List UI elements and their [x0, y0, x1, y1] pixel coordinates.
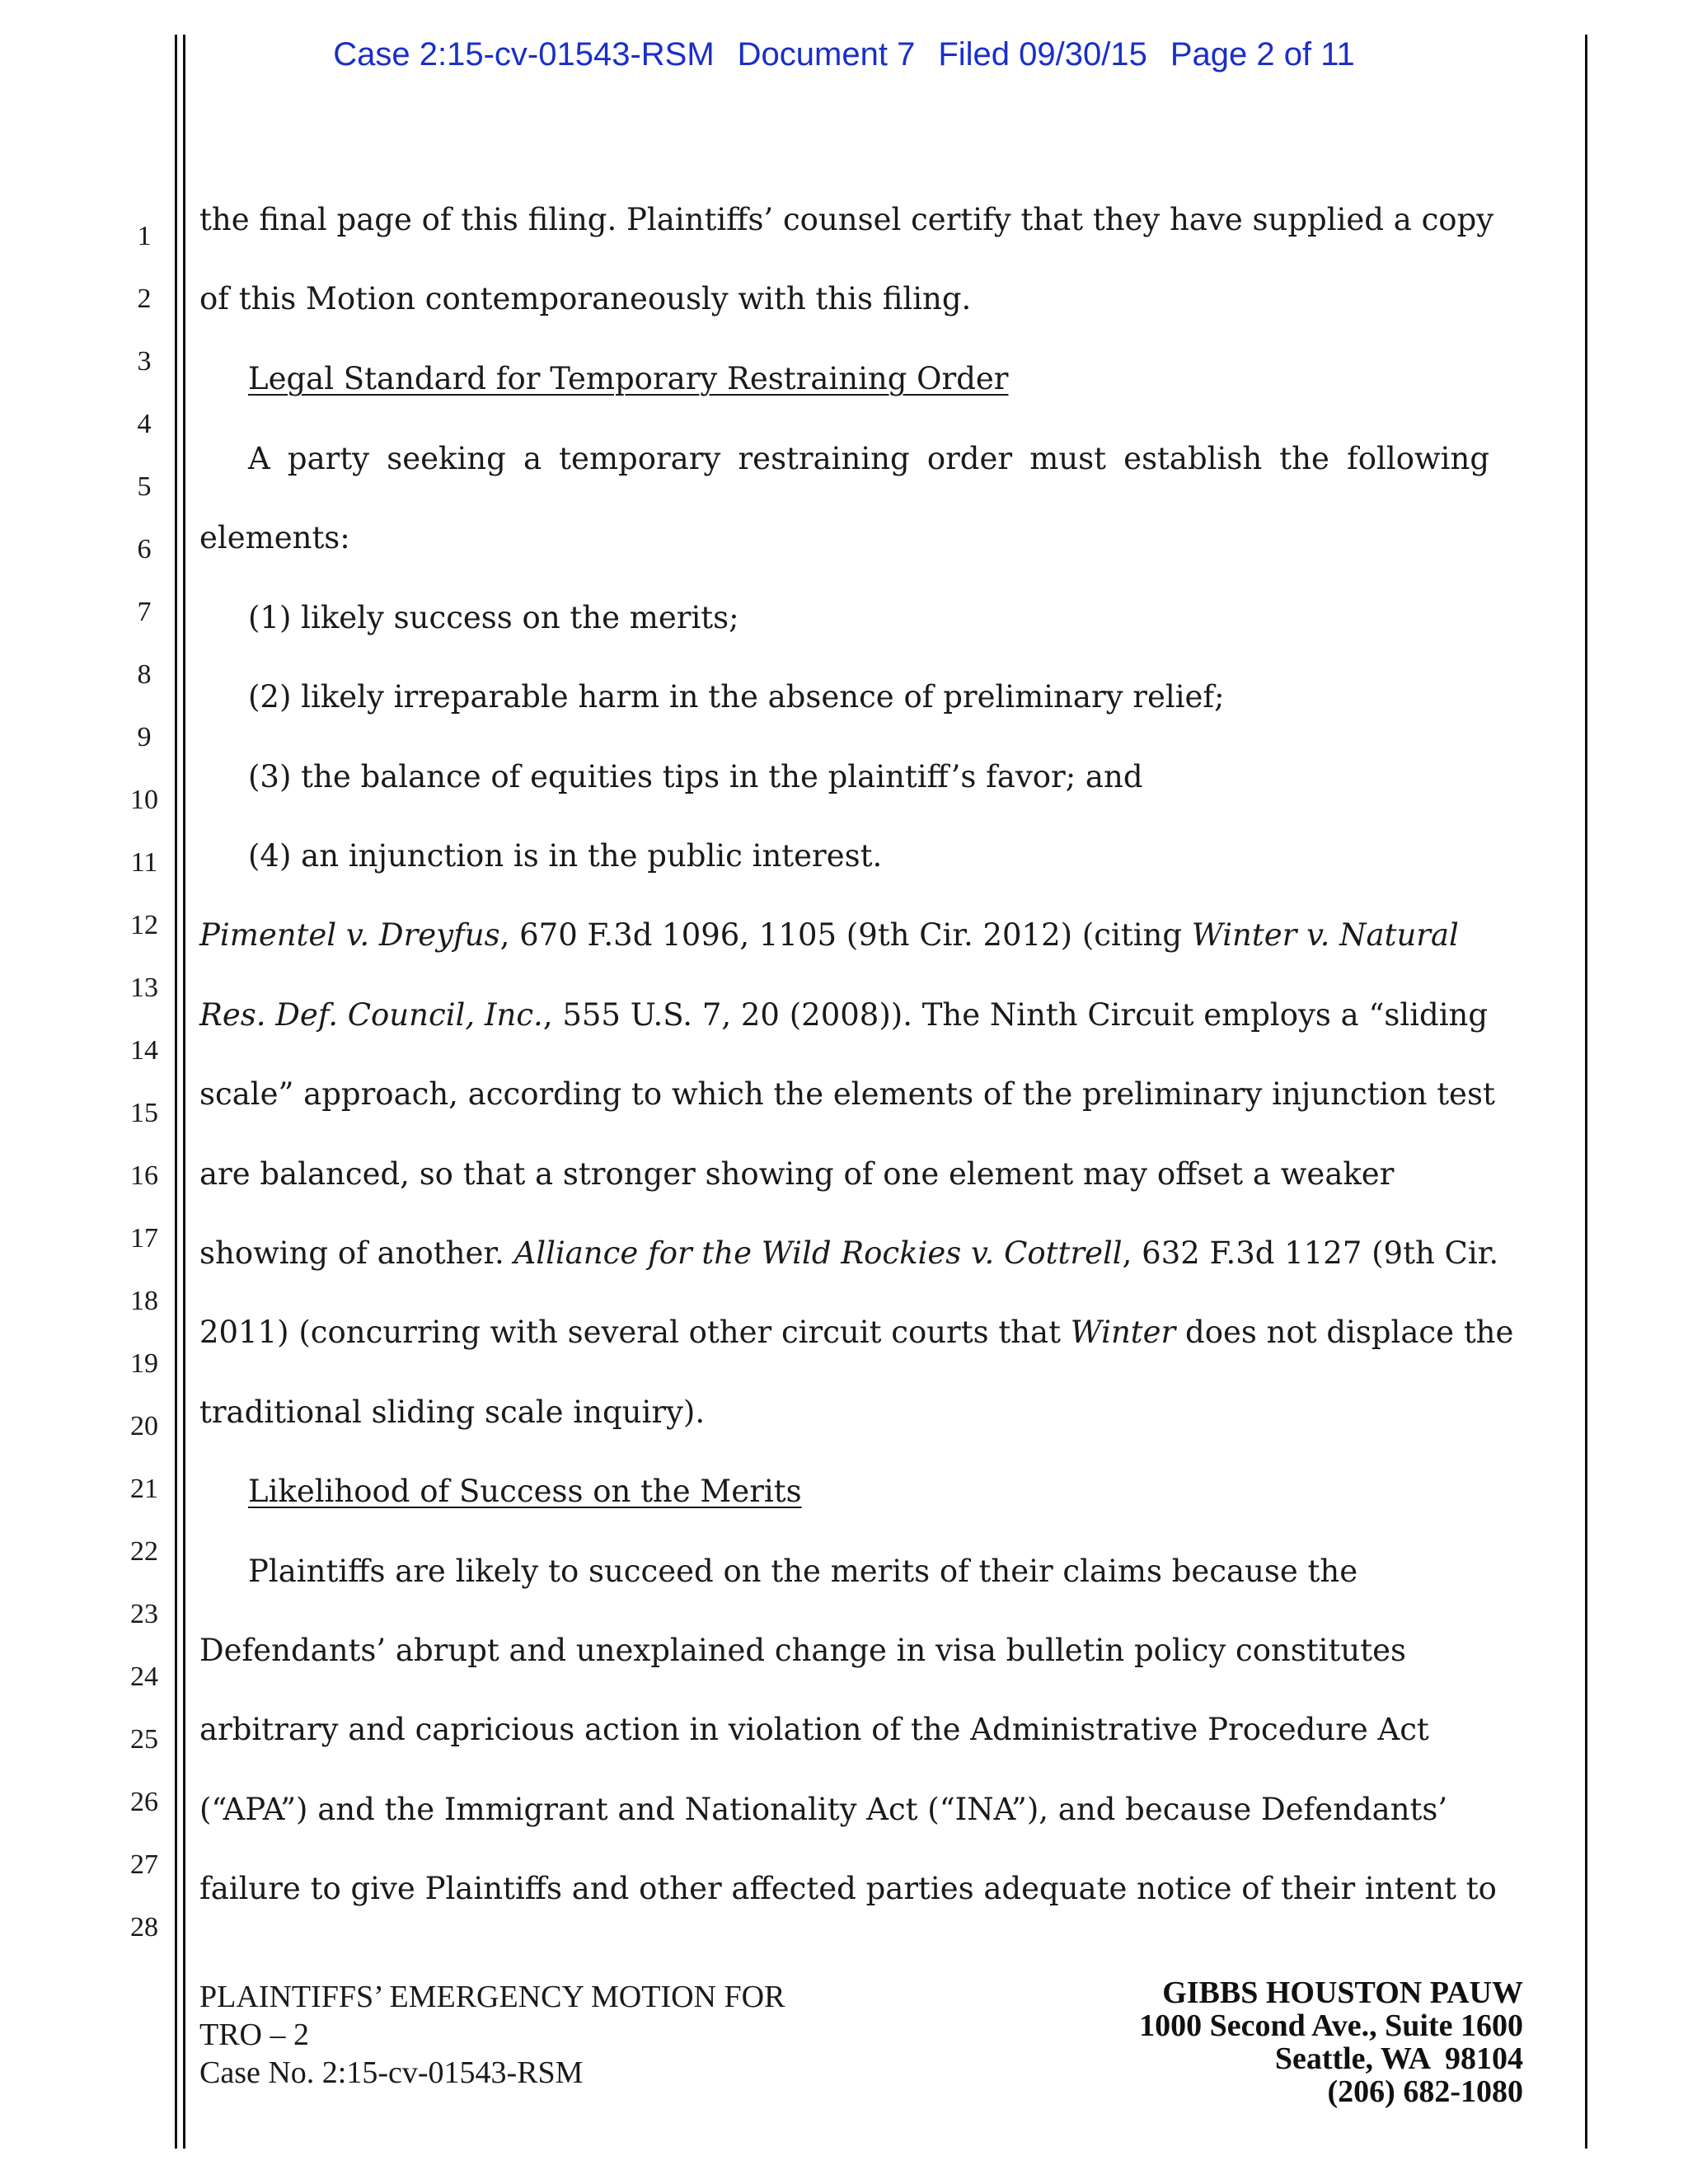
citation-line	[199, 1312, 1513, 1353]
citation-line	[199, 995, 1488, 1036]
line-number: 5	[137, 471, 152, 502]
line-number: 7	[137, 597, 152, 627]
body-line: A party seeking a temporary restraining order must establish the following	[248, 441, 1489, 476]
line-number: 27	[130, 1849, 158, 1880]
citation-text: 2011) (concurring with several other circuit courts that	[199, 1315, 1071, 1350]
element-item: (1) likely success on the merits;	[248, 600, 739, 635]
body-line: elements:	[199, 520, 350, 555]
line-number: 12	[130, 910, 158, 940]
footer-firm-block	[1139, 1976, 1523, 2108]
left-margin-rule-inner	[183, 35, 185, 2149]
footer-title-line: TRO – 2	[199, 2018, 309, 2052]
body-line: are balanced, so that a stronger showing of one element may offset a weaker	[199, 1156, 1395, 1192]
body-line: the final page of this filing. Plaintiffs’ counsel certify that they have supplied a copy	[199, 202, 1494, 237]
body-line: failure to give Plaintiffs and other affected parties adequate notice of their intent to	[199, 1871, 1497, 1906]
footer-case-number: Case No. 2:15-cv-01543-RSM	[199, 2055, 584, 2090]
section-heading-likelihood-success: Likelihood of Success on the Merits	[248, 1474, 802, 1509]
line-number: 25	[130, 1724, 158, 1755]
filed-date: Filed 09/30/15	[938, 36, 1147, 73]
citation-line	[199, 1233, 1498, 1274]
line-number: 4	[137, 409, 152, 439]
case-citation: Res. Def. Council, Inc.	[199, 997, 543, 1033]
citation-text: showing of another.	[199, 1235, 514, 1271]
body-line: Defendants’ abrupt and unexplained change in visa bulletin policy constitutes	[199, 1633, 1406, 1668]
document-number: Document 7	[737, 36, 916, 73]
line-number: 6	[137, 534, 152, 565]
line-number: 28	[130, 1912, 158, 1943]
footer-document-title	[199, 1978, 785, 2092]
case-citation: Pimentel v. Dreyfus	[199, 917, 500, 953]
line-number: 14	[130, 1035, 158, 1066]
case-citation: Alliance for the Wild Rockies v. Cottrell	[513, 1235, 1123, 1271]
citation-text: , 670 F.3d 1096, 1105 (9th Cir. 2012) (citing	[499, 917, 1192, 953]
line-number: 24	[130, 1661, 158, 1692]
line-number: 13	[130, 972, 158, 1003]
line-number: 1	[137, 221, 152, 251]
line-number: 19	[130, 1348, 158, 1379]
line-number: 8	[137, 659, 152, 690]
element-item: (2) likely irreparable harm in the absence of preliminary relief;	[248, 679, 1225, 715]
case-citation: Winter	[1070, 1315, 1176, 1350]
case-citation: Winter v. Natural	[1191, 917, 1459, 953]
element-item: (3) the balance of equities tips in the plaintiff’s favor; and	[248, 759, 1143, 794]
line-number: 11	[130, 847, 158, 878]
footer-title-line: PLAINTIFFS’ EMERGENCY MOTION FOR	[199, 1980, 785, 2014]
firm-address: 1000 Second Ave., Suite 1600	[1139, 2008, 1523, 2043]
body-line: Plaintiffs are likely to succeed on the merits of their claims because the	[248, 1554, 1358, 1589]
line-number: 18	[130, 1286, 158, 1316]
line-number: 15	[130, 1098, 158, 1128]
line-number: 9	[137, 722, 152, 752]
line-number: 21	[130, 1474, 158, 1504]
line-number: 23	[130, 1599, 158, 1629]
line-number: 26	[130, 1787, 158, 1817]
section-heading-legal-standard: Legal Standard for Temporary Restraining Order	[248, 361, 1009, 396]
line-number: 17	[130, 1223, 158, 1254]
firm-name: GIBBS HOUSTON PAUW	[1162, 1975, 1523, 2010]
left-margin-rule-outer	[175, 35, 177, 2149]
body-line: scale” approach, according to which the elements of the preliminary injunction test	[199, 1076, 1495, 1112]
filing-header	[0, 36, 1688, 73]
citation-line	[199, 915, 1459, 956]
body-line: traditional sliding scale inquiry).	[199, 1394, 706, 1430]
firm-city: Seattle, WA 98104	[1274, 2041, 1523, 2076]
line-number: 22	[130, 1536, 158, 1567]
citation-text: , 632 F.3d 1127 (9th Cir.	[1122, 1235, 1499, 1271]
line-number: 3	[137, 346, 152, 377]
body-line: arbitrary and capricious action in violation of the Administrative Procedure Act	[199, 1712, 1429, 1747]
element-item: (4) an injunction is in the public interest.	[248, 838, 883, 874]
case-number: Case 2:15-cv-01543-RSM	[333, 36, 715, 73]
right-margin-rule	[1585, 35, 1587, 2149]
line-number: 2	[137, 284, 152, 314]
body-line: of this Motion contemporaneously with this filing.	[199, 281, 972, 316]
citation-text: does not displace the	[1175, 1315, 1514, 1350]
firm-phone: (206) 682-1080	[1327, 2074, 1523, 2109]
citation-text: , 555 U.S. 7, 20 (2008)). The Ninth Circuit employs a “sliding	[542, 997, 1489, 1033]
body-line: (“APA”) and the Immigrant and Nationality Act (“INA”), and because Defendants’	[199, 1792, 1448, 1827]
line-number: 16	[130, 1160, 158, 1191]
page-number: Page 2 of 11	[1170, 36, 1355, 73]
line-number: 20	[130, 1411, 158, 1441]
line-number: 10	[130, 785, 158, 815]
